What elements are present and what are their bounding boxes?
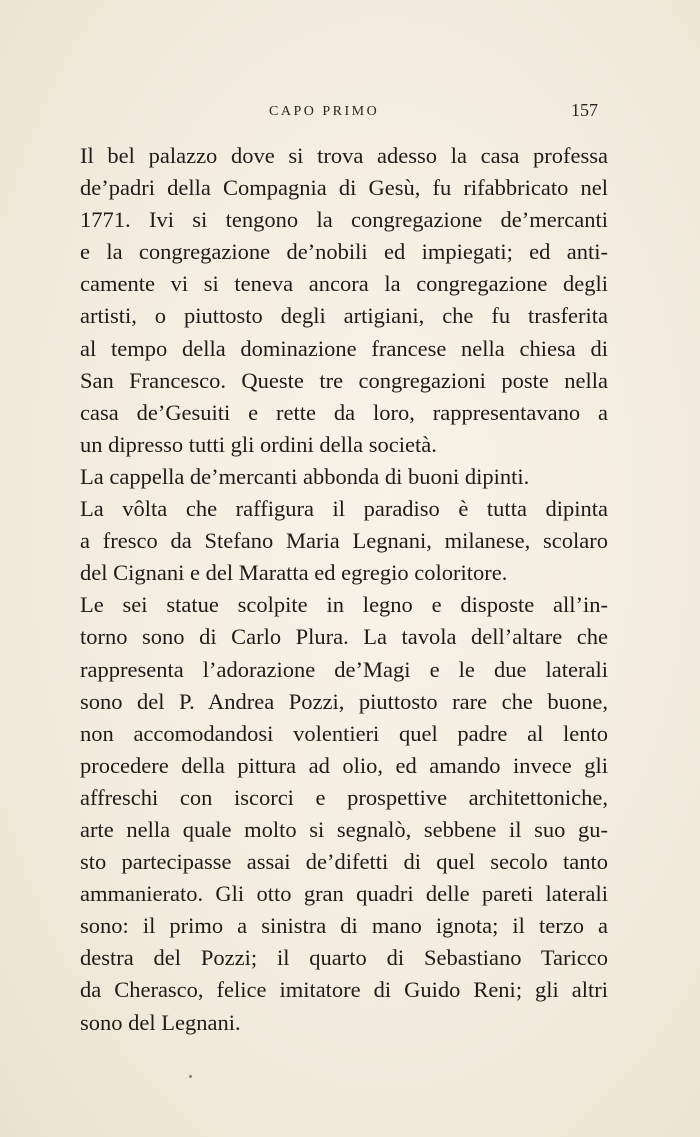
text-line: Il bel palazzo dove si trova adesso la casa professa [80, 143, 608, 168]
text-line: La vôlta che raffigura il paradiso è tutta dipinta [80, 496, 608, 522]
text-line: e la congregazione de’nobili ed impiegati; ed anti- [80, 239, 608, 265]
text-line: a fresco da Stefano Maria Legnani, milanese, scolaro [80, 528, 608, 554]
text-line: sono del P. Andrea Pozzi, piuttosto rare che buone, [80, 688, 608, 714]
text-line: rappresenta l’adorazione de’Magi e le due laterali [80, 656, 608, 682]
text-line: procedere della pittura ad olio, ed amando invece gli [80, 752, 608, 778]
paragraph [52, 461, 608, 493]
paragraph [52, 140, 608, 461]
text-line: sto partecipasse assai de’difetti di quel secolo tanto [80, 849, 608, 875]
page-number: 157 [571, 100, 598, 120]
body-text [52, 140, 608, 1039]
text-line: de’padri della Compagnia di Gesù, fu rifabbricato nel [80, 175, 608, 201]
text-line: affreschi con iscorci e prospettive architettoniche, [80, 784, 608, 810]
text-line: da Cherasco, felice imitatore di Guido Reni; gli altri [80, 977, 608, 1003]
text-line: Le sei statue scolpite in legno e disposte all’in- [80, 592, 608, 618]
paragraph [52, 589, 608, 1038]
text-line: artisti, o piuttosto degli artigiani, che fu trasferita [80, 303, 608, 329]
text-line: casa de’Gesuiti e rette da loro, rappresentavano a [80, 399, 608, 425]
text-line: non accomodandosi volentieri quel padre al lento [80, 720, 608, 746]
text-line: arte nella quale molto si segnalò, sebbene il suo gu- [80, 816, 608, 842]
text-line: sono del Legnani. [80, 1009, 241, 1035]
page-header [52, 100, 598, 130]
running-title: CAPO PRIMO [269, 104, 380, 119]
text-line: torno sono di Carlo Plura. La tavola dell’altare che [80, 624, 608, 650]
text-line: sono: il primo a sinistra di mano ignota; il terzo a [80, 913, 608, 939]
text-line: ammanierato. Gli otto gran quadri delle pareti laterali [80, 881, 608, 907]
text-line: camente vi si teneva ancora la congregazione degli [80, 271, 608, 297]
text-line: La cappella de’mercanti abbonda di buoni dipinti. [80, 463, 530, 489]
text-line: un dipresso tutti gli ordini della società. [80, 431, 437, 457]
paragraph [52, 493, 608, 589]
text-line: del Cignani e del Maratta ed egregio coloritore. [80, 560, 508, 586]
text-line: destra del Pozzi; il quarto di Sebastiano Taricco [80, 945, 608, 971]
text-line: San Francesco. Queste tre congregazioni poste nella [80, 367, 608, 393]
text-line: 1771. Ivi si tengono la congregazione de’mercanti [80, 207, 608, 233]
text-line: al tempo della dominazione francese nella chiesa di [80, 335, 608, 361]
print-speck [189, 1075, 192, 1078]
